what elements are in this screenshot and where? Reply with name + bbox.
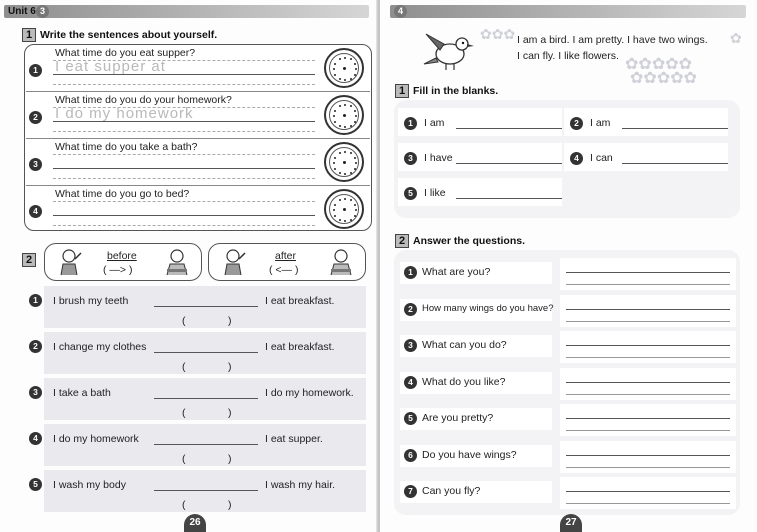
first-sentence: I do my homework bbox=[53, 433, 139, 445]
clock-tick bbox=[339, 219, 341, 221]
section2-number: 2 bbox=[22, 253, 36, 267]
item-number: 1 bbox=[404, 117, 417, 130]
clock-icon bbox=[324, 95, 364, 135]
item-number: 7 bbox=[404, 485, 417, 498]
blank-prompt: I have bbox=[424, 152, 453, 164]
clock-tick bbox=[334, 204, 336, 206]
clock-face bbox=[329, 147, 359, 177]
first-sentence: I change my clothes bbox=[53, 341, 147, 353]
blank-prompt: I can bbox=[590, 152, 613, 164]
after-label: after bbox=[275, 250, 297, 262]
blank-line[interactable] bbox=[456, 163, 562, 164]
answer-line[interactable] bbox=[566, 272, 730, 273]
blank-line[interactable] bbox=[456, 128, 562, 129]
paren-close: ) bbox=[228, 499, 232, 511]
clock-tick bbox=[350, 172, 352, 174]
paren-close: ) bbox=[228, 407, 232, 419]
item-number: 4 bbox=[404, 376, 417, 389]
clock-tick bbox=[355, 68, 357, 70]
answer-line[interactable] bbox=[566, 284, 730, 285]
answer-line[interactable] bbox=[566, 394, 730, 395]
answer-line[interactable] bbox=[566, 455, 730, 456]
answer-box bbox=[560, 368, 736, 400]
clock-tick bbox=[334, 215, 336, 217]
item-number: 4 bbox=[29, 205, 42, 218]
clock-tick bbox=[354, 157, 356, 159]
clock-tick bbox=[344, 57, 346, 59]
section1-title-text: Write the sentences about yourself. bbox=[40, 28, 218, 41]
before-label: before bbox=[107, 250, 137, 262]
blank-box bbox=[564, 143, 728, 171]
clock-icon bbox=[324, 189, 364, 229]
question-text: What time do you take a bath? bbox=[55, 141, 198, 153]
answer-line[interactable] bbox=[566, 357, 730, 358]
question-text: How many wings do you have? bbox=[422, 302, 554, 314]
flower-icon: ✿✿✿✿✿ bbox=[625, 56, 693, 73]
answer-line[interactable] bbox=[566, 345, 730, 346]
clock-face bbox=[329, 100, 359, 130]
clock-tick bbox=[350, 105, 352, 107]
answer-questions-title bbox=[395, 234, 525, 248]
clock-tick bbox=[334, 168, 336, 170]
sentence-row-box bbox=[44, 470, 366, 512]
clock-icon bbox=[324, 48, 364, 88]
answer-line[interactable] bbox=[53, 168, 315, 169]
clock-face bbox=[329, 194, 359, 224]
clock-tick bbox=[355, 209, 357, 211]
item-number: 1 bbox=[29, 64, 42, 77]
sentence-row-box bbox=[44, 286, 366, 328]
guide-line bbox=[53, 178, 315, 179]
clock-tick bbox=[339, 78, 341, 80]
after-legend bbox=[208, 243, 366, 281]
clock-icon bbox=[324, 142, 364, 182]
answer-line[interactable] bbox=[566, 418, 730, 419]
clock-tick bbox=[344, 173, 346, 175]
clock-tick bbox=[339, 58, 341, 60]
clock-tick bbox=[339, 199, 341, 201]
first-sentence: I brush my teeth bbox=[53, 295, 129, 307]
item-number: 1 bbox=[404, 266, 417, 279]
question-text: What time do you do your homework? bbox=[55, 94, 232, 106]
answer-questions-title-text: Answer the questions. bbox=[413, 234, 526, 247]
clock-tick bbox=[344, 220, 346, 222]
guide-line bbox=[53, 131, 315, 132]
clock-tick bbox=[339, 125, 341, 127]
second-sentence: I eat breakfast. bbox=[265, 295, 335, 307]
clock-tick bbox=[344, 104, 346, 106]
right-page bbox=[380, 0, 757, 532]
blank-box bbox=[398, 178, 562, 206]
item-number: 3 bbox=[29, 158, 42, 171]
left-page bbox=[0, 0, 378, 532]
item-number: 5 bbox=[404, 412, 417, 425]
page-number-left: 26 bbox=[184, 514, 206, 532]
item-number: 2 bbox=[570, 117, 583, 130]
bird-icon bbox=[420, 26, 478, 72]
clock-tick bbox=[344, 198, 346, 200]
answer-box bbox=[560, 258, 736, 290]
boy-brushing-icon bbox=[219, 247, 247, 277]
fill-blanks-number: 1 bbox=[395, 84, 409, 98]
paren-open: ( bbox=[182, 361, 186, 373]
before-arrow: ( —> ) bbox=[103, 264, 133, 276]
answer-box bbox=[560, 477, 736, 509]
clock-tick bbox=[350, 199, 352, 201]
answer-line[interactable] bbox=[566, 430, 730, 431]
blank-box bbox=[398, 108, 562, 136]
page-number-right: 27 bbox=[560, 514, 582, 532]
first-sentence: I take a bath bbox=[53, 387, 111, 399]
paren-close: ) bbox=[228, 315, 232, 327]
connector-blank[interactable] bbox=[154, 490, 258, 491]
blank-prompt: I am bbox=[424, 117, 445, 129]
clock-center bbox=[343, 67, 346, 70]
intro-line-1: I am a bird. I am pretty. I have two wings. bbox=[517, 34, 708, 46]
right-unit-circle: 4 bbox=[394, 5, 407, 18]
clock-center bbox=[343, 208, 346, 211]
clock-center bbox=[343, 114, 346, 117]
item-number: 2 bbox=[29, 111, 42, 124]
clock-tick bbox=[350, 58, 352, 60]
clock-tick bbox=[334, 121, 336, 123]
clock-center bbox=[343, 161, 346, 164]
item-number: 4 bbox=[29, 432, 42, 445]
blank-box bbox=[398, 143, 562, 171]
section1-title bbox=[22, 28, 217, 42]
answer-questions-number: 2 bbox=[395, 234, 409, 248]
fill-blanks-title-text: Fill in the blanks. bbox=[413, 84, 499, 97]
unit-circle-number: 3 bbox=[36, 5, 49, 18]
item-number: 5 bbox=[29, 478, 42, 491]
row-divider bbox=[26, 91, 370, 92]
question-text: Do you have wings? bbox=[422, 448, 517, 461]
item-number: 2 bbox=[404, 303, 417, 316]
answer-box bbox=[560, 441, 736, 473]
clock-tick bbox=[333, 209, 335, 211]
question-text: What are you? bbox=[422, 266, 491, 278]
flower-icon: ✿✿✿ bbox=[480, 26, 516, 42]
unit-label: Unit 6 bbox=[8, 6, 36, 17]
answer-box bbox=[560, 331, 736, 363]
paren-open: ( bbox=[182, 453, 186, 465]
before-legend bbox=[44, 243, 202, 281]
second-sentence: I eat supper. bbox=[265, 433, 323, 445]
clock-tick bbox=[350, 78, 352, 80]
guide-line bbox=[53, 201, 315, 202]
guide-line bbox=[53, 225, 315, 226]
unit-header-bar bbox=[4, 5, 369, 18]
item-number: 6 bbox=[404, 449, 417, 462]
clock-tick bbox=[334, 110, 336, 112]
clock-tick bbox=[334, 63, 336, 65]
sentence-row-box bbox=[44, 332, 366, 374]
question-text: Are you pretty? bbox=[422, 412, 494, 424]
paren-close: ) bbox=[228, 453, 232, 465]
connector-blank[interactable] bbox=[154, 444, 258, 445]
fill-blanks-title bbox=[395, 84, 498, 98]
boy-brushing-icon bbox=[55, 247, 83, 277]
answer-line[interactable] bbox=[566, 382, 730, 383]
clock-tick bbox=[339, 152, 341, 154]
paren-open: ( bbox=[182, 407, 186, 419]
clock-tick bbox=[355, 162, 357, 164]
intro-line-2: I can fly. I like flowers. bbox=[517, 50, 619, 62]
blank-line[interactable] bbox=[622, 128, 728, 129]
blank-prompt: I am bbox=[590, 117, 611, 129]
clock-tick bbox=[344, 126, 346, 128]
clock-tick bbox=[354, 204, 356, 206]
paren-close: ) bbox=[228, 361, 232, 373]
clock-tick bbox=[344, 151, 346, 153]
clock-tick bbox=[333, 115, 335, 117]
question-text: What time do you eat supper? bbox=[55, 47, 196, 59]
clock-tick bbox=[355, 115, 357, 117]
clock-tick bbox=[354, 168, 356, 170]
guide-line bbox=[53, 154, 315, 155]
right-header-bar bbox=[390, 5, 746, 18]
clock-tick bbox=[339, 172, 341, 174]
second-sentence: I wash my hair. bbox=[265, 479, 336, 491]
boy-eating-icon bbox=[327, 247, 355, 277]
clock-tick bbox=[354, 74, 356, 76]
item-number: 5 bbox=[404, 187, 417, 200]
clock-tick bbox=[334, 74, 336, 76]
after-arrow: ( <— ) bbox=[269, 264, 299, 276]
second-sentence: I do my homework. bbox=[265, 387, 354, 399]
guide-line bbox=[53, 84, 315, 85]
clock-face bbox=[329, 53, 359, 83]
clock-tick bbox=[354, 215, 356, 217]
item-number: 2 bbox=[29, 340, 42, 353]
sentence-row-box bbox=[44, 378, 366, 420]
item-number: 3 bbox=[404, 339, 417, 352]
row-divider bbox=[26, 138, 370, 139]
clock-tick bbox=[350, 152, 352, 154]
answer-box bbox=[560, 295, 736, 327]
answer-line[interactable] bbox=[53, 215, 315, 216]
blank-box bbox=[564, 108, 728, 136]
row-divider bbox=[26, 185, 370, 186]
boy-eating-icon bbox=[163, 247, 191, 277]
question-text: What do you like? bbox=[422, 375, 506, 388]
clock-tick bbox=[350, 219, 352, 221]
answer-box bbox=[560, 404, 736, 436]
second-sentence: I eat breakfast. bbox=[265, 341, 335, 353]
clock-tick bbox=[333, 68, 335, 70]
answer-line[interactable] bbox=[566, 503, 730, 504]
connector-blank[interactable] bbox=[154, 306, 258, 307]
item-number: 3 bbox=[29, 386, 42, 399]
clock-tick bbox=[354, 110, 356, 112]
clock-tick bbox=[333, 162, 335, 164]
section1-number: 1 bbox=[22, 28, 36, 42]
first-sentence: I wash my body bbox=[53, 479, 126, 491]
sentence-row-box bbox=[44, 424, 366, 466]
traced-sample-text: I eat supper at bbox=[55, 58, 166, 75]
connector-blank[interactable] bbox=[154, 398, 258, 399]
paren-open: ( bbox=[182, 315, 186, 327]
clock-tick bbox=[339, 105, 341, 107]
question-text: What can you do? bbox=[422, 339, 507, 351]
blank-line[interactable] bbox=[622, 163, 728, 164]
item-number: 4 bbox=[570, 152, 583, 165]
question-text: Can you fly? bbox=[422, 485, 481, 497]
answer-line[interactable] bbox=[566, 491, 730, 492]
item-number: 1 bbox=[29, 294, 42, 307]
clock-tick bbox=[334, 157, 336, 159]
answer-line[interactable] bbox=[566, 309, 730, 310]
blank-line[interactable] bbox=[456, 198, 562, 199]
flower-icon: ✿ bbox=[730, 30, 742, 46]
question-text: What time do you go to bed? bbox=[55, 188, 190, 200]
clock-tick bbox=[354, 121, 356, 123]
clock-tick bbox=[344, 79, 346, 81]
connector-blank[interactable] bbox=[154, 352, 258, 353]
answer-line[interactable] bbox=[566, 467, 730, 468]
blank-prompt: I like bbox=[424, 187, 446, 199]
answer-line[interactable] bbox=[566, 321, 730, 322]
clock-tick bbox=[354, 63, 356, 65]
item-number: 3 bbox=[404, 152, 417, 165]
paren-open: ( bbox=[182, 499, 186, 511]
flower-icon: ✿✿✿✿✿ bbox=[630, 70, 698, 87]
clock-tick bbox=[350, 125, 352, 127]
traced-sample-text: I do my homework bbox=[55, 105, 194, 122]
